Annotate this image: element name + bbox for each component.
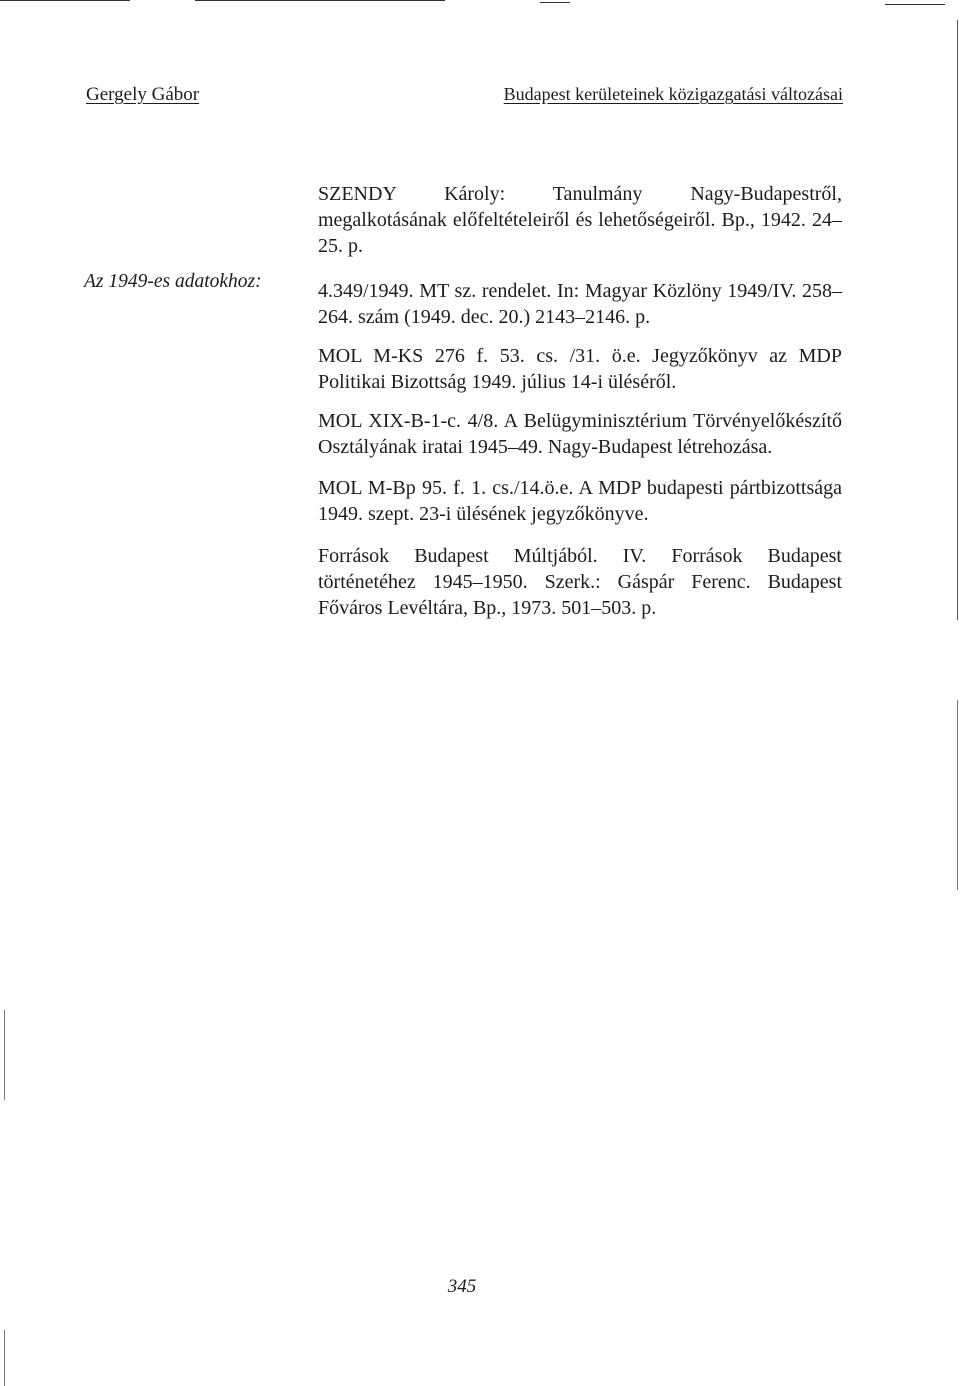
reference-list (318, 181, 842, 636)
scan-artifact-line (195, 0, 445, 1)
running-header (86, 84, 843, 112)
page-number: 345 (447, 1276, 477, 1297)
scan-artifact-line (0, 0, 130, 1)
reference-item: MOL XIX-B-1-c. 4/8. A Belügyminisztérium Törvényelőkészítő Osztályának iratai 1945–49. Nagy-Budapest létrehozása. (318, 410, 842, 458)
reference-item: 4.349/1949. MT sz. rendelet. In: Magyar Közlöny 1949/IV. 258–264. szám (1949. dec. 20.) 2143–2146. p. (318, 280, 842, 328)
scan-edge-line (4, 1010, 5, 1100)
scan-artifact-line (540, 2, 570, 3)
scan-edge-line (957, 20, 958, 620)
scan-artifact-line (885, 4, 945, 5)
side-label: Az 1949-es adatokhoz: (84, 271, 262, 292)
reference-item: Források Budapest Múltjából. IV. Források Budapest történetéhez 1945–1950. Szerk.: Gáspár Ferenc. Budapest Főváros Levéltára, Bp., 1973. 501–503. p. (318, 545, 842, 619)
header-author: Gergely Gábor (86, 84, 200, 105)
reference-item: MOL M-KS 276 f. 53. cs. /31. ö.e. Jegyzőkönyv az MDP Politikai Bizottság 1949. július 14-i üléséről. (318, 345, 842, 393)
scan-edge-line (957, 700, 958, 890)
reference-item: SZENDY Károly: Tanulmány Nagy-Budapestről, megalkotásának előfeltételeiről és lehetőségeiről. Bp., 1942. 24–25. p. (318, 183, 842, 257)
reference-item: MOL M-Bp 95. f. 1. cs./14.ö.e. A MDP budapesti pártbizottsága 1949. szept. 23-i ülésének jegyzőkönyve. (318, 477, 842, 525)
scan-edge-line (4, 1330, 5, 1386)
header-title: Budapest kerületeinek közigazgatási változásai (503, 84, 843, 104)
